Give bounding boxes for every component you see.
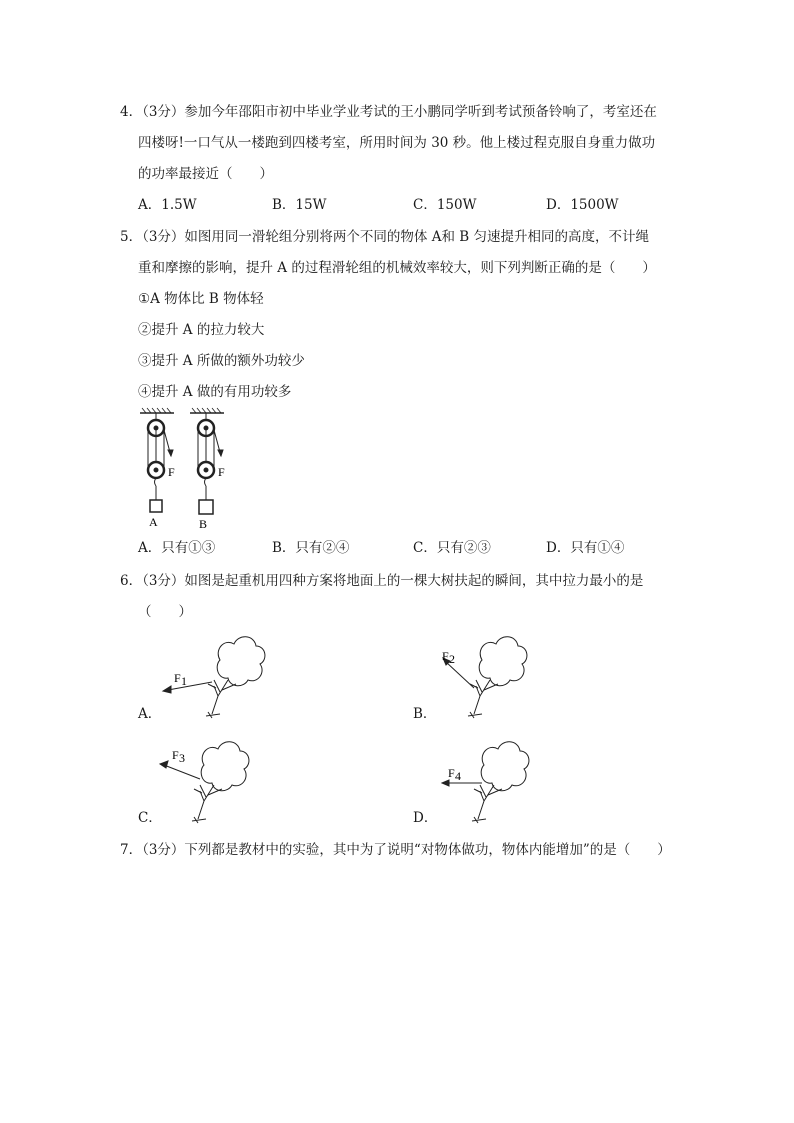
tree-figure-c — [160, 735, 270, 825]
tree-a-sub: 1 — [181, 674, 187, 688]
pulley-label-b: B — [199, 517, 208, 531]
q5-line-1: 5．（3分）如图用同一滑轮组分别将两个不同的物体 A和 B 匀速提升相同的高度，不计绳 — [120, 229, 649, 245]
q6-line-2: （ ） — [138, 604, 192, 620]
q4-option-a: A．1.5W — [138, 197, 197, 213]
q5-option-d: D．只有①④ — [546, 540, 625, 556]
pulley-system-a — [140, 408, 174, 512]
tree-b-force: F — [442, 649, 449, 663]
q4-line-2: 四楼呀!一口气从一楼跑到四楼考室，所用时间为 30 秒。他上楼过程克服自身重力做功 — [138, 135, 656, 151]
tree-figure-a — [160, 630, 270, 720]
q6-option-c: C． — [138, 810, 162, 826]
q6-option-d: D． — [413, 810, 438, 826]
q5-option-c: C．只有②③ — [413, 540, 491, 556]
tree-b-sub: 2 — [449, 652, 455, 666]
tree-figure-d — [434, 735, 544, 825]
q6-option-a: A． — [138, 706, 162, 722]
q5-option-b: B．只有②④ — [272, 540, 350, 556]
tree-a-force: F — [174, 671, 181, 685]
tree-d-force: F — [448, 766, 455, 780]
q6-option-b: B． — [413, 706, 437, 722]
pulley-label-a: A — [149, 515, 158, 529]
pulley-force-label-a: F — [168, 465, 175, 479]
q4-line-3: 的功率最接近（ ） — [138, 166, 273, 182]
q5-statement-2: ②提升 A 的拉力较大 — [138, 322, 265, 338]
tree-d-sub: 4 — [455, 769, 461, 783]
tree-figure-b — [434, 630, 544, 720]
q4-option-b: B．15W — [272, 197, 327, 213]
tree-c-sub: 3 — [179, 751, 185, 765]
q5-statement-3: ③提升 A 所做的额外功较少 — [138, 353, 305, 369]
tree-c-force: F — [172, 748, 179, 762]
q5-statement-4: ④提升 A 做的有用功较多 — [138, 384, 292, 400]
pulley-figure — [138, 408, 248, 533]
q5-option-a: A．只有①③ — [138, 540, 216, 556]
q4-line-1: 4．（3分）参加今年邵阳市初中毕业学业考试的王小鹏同学听到考试预备铃响了，考室还在 — [120, 104, 657, 120]
q6-line-1: 6．（3分）如图是起重机用四种方案将地面上的一棵大树扶起的瞬间，其中拉力最小的是 — [120, 573, 644, 589]
q4-option-d: D．1500W — [546, 197, 619, 213]
q5-statement-1: ①A 物体比 B 物体轻 — [138, 291, 264, 307]
q5-line-2: 重和摩擦的影响，提升 A 的过程滑轮组的机械效率较大，则下列判断正确的是（ ） — [138, 260, 656, 276]
q7-line-1: 7．（3分）下列都是教材中的实验，其中为了说明“对物体做功，物体内能增加”的是（ ） — [120, 842, 671, 858]
pulley-force-label-b: F — [218, 465, 225, 479]
q4-option-c: C．150W — [413, 197, 477, 213]
pulley-system-b — [190, 408, 224, 514]
